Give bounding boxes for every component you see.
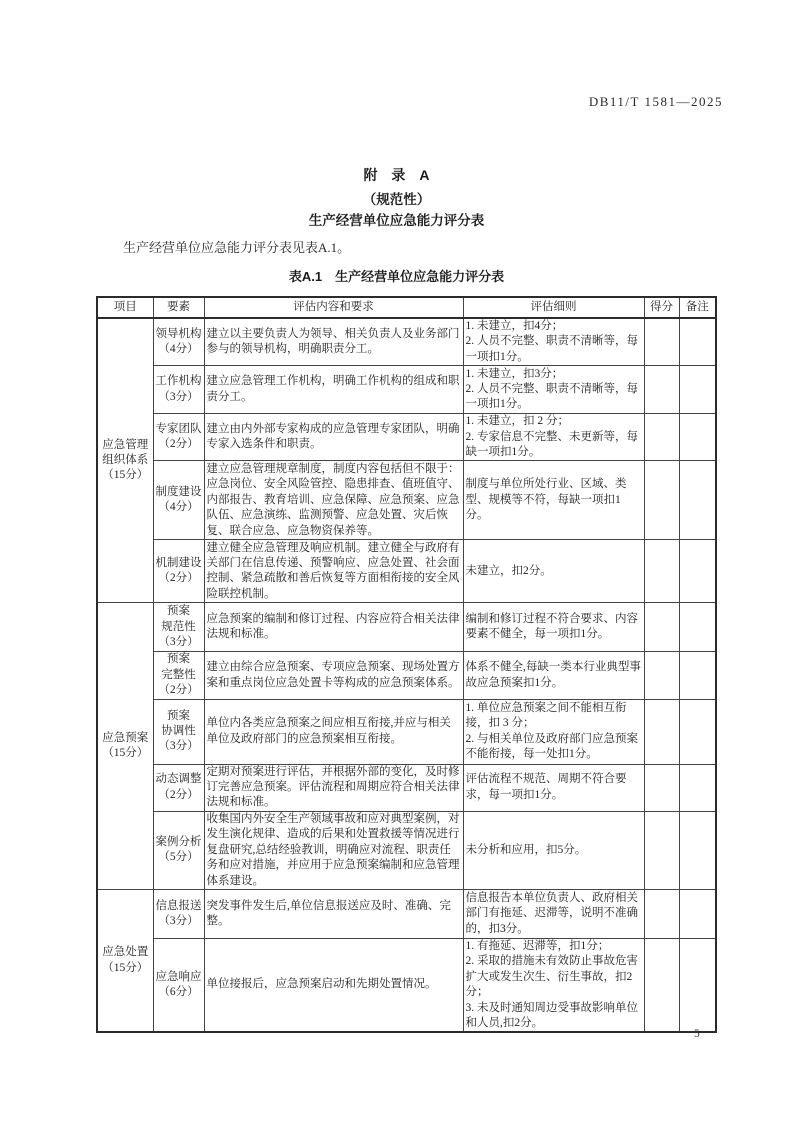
evaluation-content-cell: 单位接报后，应急预案启动和先期处置情况。	[204, 938, 463, 1032]
criteria-item: 编制和修订过程不符合要求、内容要素不健全，每一项扣1分。	[465, 613, 638, 641]
evaluation-criteria-cell	[463, 461, 644, 540]
score-cell	[644, 699, 679, 764]
element-cell	[153, 414, 204, 461]
appendix-subtitle: 生产经营单位应急能力评分表	[308, 213, 485, 228]
project-label-line: 组织体系	[102, 454, 149, 467]
remark-cell	[679, 652, 716, 699]
evaluation-content-cell: 建立应急管理规章制度，制度内容包括但不限于：应急岗位、安全风险管控、隐患排查、值班值守、内部报告、教育培训、应急保障、应急预案、应急队伍、应急演练、监测预警、应急处置、灾后恢复、联合应急、应急物资保养等。	[204, 461, 463, 540]
score-cell	[644, 540, 679, 603]
remark-cell	[679, 699, 716, 764]
remark-cell	[679, 461, 716, 540]
criteria-item: 1. 有拖延、迟滞等，扣1分；	[465, 939, 610, 952]
element-label-line: 应急响应	[155, 970, 202, 983]
project-cell	[97, 318, 153, 603]
normative-label: （规范性）	[362, 192, 431, 207]
remark-cell	[679, 540, 716, 603]
score-cell	[644, 938, 679, 1032]
evaluation-content-cell: 建立以主要负责人为领导、相关负责人及业务部门参与的领导机构，明确职责分工。	[204, 318, 463, 366]
criteria-item: 未建立，扣2分。	[465, 564, 552, 577]
evaluation-content-cell: 建立健全应急管理及响应机制。建立健全与政府有关部门在信息传递、预警响应、应急处置、社会面控制、紧急疏散和善后恢复等方面相衔接的安全风险联控机制。	[204, 540, 463, 603]
evaluation-criteria-cell	[463, 699, 644, 764]
remark-cell	[679, 811, 716, 889]
project-cell	[97, 603, 153, 889]
evaluation-criteria-cell	[463, 811, 644, 889]
criteria-item: 2. 专家信息不完整、未更新等，每缺一项扣1分。	[465, 430, 638, 459]
table-row	[97, 889, 716, 938]
criteria-item: 2. 人员不完整、职责不清晰等，每一项扣1分。	[465, 335, 638, 363]
element-label-line: 领导机构	[155, 327, 202, 340]
evaluation-content-cell: 建立由综合应急预案、专项应急预案、现场处置方案和重点岗位应急处置卡等构成的应急预案体系。	[204, 652, 463, 699]
remark-cell	[679, 889, 716, 938]
table-caption: 表A.1 生产经营单位应急能力评分表	[288, 269, 505, 284]
element-label-line: 机制建设	[155, 557, 202, 570]
evaluation-criteria-cell	[463, 540, 644, 603]
element-cell	[153, 699, 204, 764]
project-label-line: 应急处置	[102, 946, 149, 959]
element-label-line: （2分）	[158, 788, 199, 801]
table-row	[97, 699, 716, 764]
intro-paragraph: 生产经营单位应急能力评分表见表A.1。	[123, 240, 351, 255]
project-label-line: （15分）	[102, 961, 149, 974]
element-cell	[153, 461, 204, 540]
project-cell	[97, 889, 153, 1032]
element-cell	[153, 889, 204, 938]
element-label-line: 信息报送	[155, 899, 202, 912]
element-label-line: （2分）	[158, 438, 199, 451]
element-cell	[153, 938, 204, 1032]
project-label-line: 应急管理	[102, 438, 149, 451]
element-cell	[153, 540, 204, 603]
criteria-item: 信息报告本单位负责人、政府相关部门有拖延、迟滞等，说明不准确的，扣3分。	[465, 891, 638, 935]
evaluation-content-cell: 收集国内外安全生产领域事故和应对典型案例，对发生演化规律、造成的后果和处置救援等情况进行复盘研究,总结经验教训，明确应对流程、职责任务和应对措施，并应用于应急预案编制和应急管理体系建设。	[204, 811, 463, 889]
column-header-element: 要素	[153, 297, 204, 318]
element-label-line: 制度建设	[155, 486, 202, 499]
project-label-line: （15分）	[102, 747, 149, 760]
element-label-line: （2分）	[158, 572, 199, 585]
element-label-line: （2分）	[158, 684, 199, 697]
column-header-criteria: 评估细则	[463, 297, 644, 318]
project-label-line: 应急预案	[102, 731, 149, 744]
element-cell	[153, 652, 204, 699]
remark-cell	[679, 938, 716, 1032]
criteria-item: 1. 未建立，扣4分；	[465, 320, 564, 332]
table-row	[97, 938, 716, 1032]
table-row	[97, 461, 716, 540]
evaluation-criteria-cell	[463, 414, 644, 461]
score-cell	[644, 889, 679, 938]
score-cell	[644, 652, 679, 699]
evaluation-criteria-cell	[463, 764, 644, 811]
evaluation-criteria-cell	[463, 652, 644, 699]
criteria-item: 1. 单位应急预案之间不能相互衔接，扣 3 分；	[465, 701, 627, 730]
table-row	[97, 366, 716, 414]
element-label-line: 预案	[167, 653, 190, 666]
remark-cell	[679, 603, 716, 652]
criteria-item: 未分析和应用，扣5分。	[465, 843, 587, 856]
evaluation-content-cell: 建立由内外部专家构成的应急管理专家团队，明确专家入选条件和职责。	[204, 414, 463, 461]
criteria-item: 制度与单位所处行业、区域、类型、规模等不符，每缺一项扣1分。	[465, 478, 627, 522]
score-cell	[644, 461, 679, 540]
score-cell	[644, 764, 679, 811]
criteria-item: 2. 与相关单位及政府部门应急预案不能衔接，每一处扣1分。	[465, 732, 638, 761]
element-label-line: 协调性	[161, 724, 196, 737]
element-cell	[153, 318, 204, 366]
evaluation-criteria-cell	[463, 318, 644, 366]
standard-code: DB11/T 1581—2025	[588, 94, 723, 109]
criteria-item: 1. 未建立，扣3分；	[465, 367, 564, 380]
evaluation-content-cell: 单位内各类应急预案之间应相互衔接,并应与相关单位及政府部门的应急预案相互衔接。	[204, 699, 463, 764]
remark-cell	[679, 414, 716, 461]
score-cell	[644, 366, 679, 414]
element-label-line: （3分）	[158, 914, 199, 927]
score-cell	[644, 318, 679, 366]
criteria-item: 3. 未及时通知周边受事故影响单位和人员,扣2分。	[465, 1001, 638, 1029]
element-label-line: 动态调整	[155, 773, 202, 786]
remark-cell	[679, 366, 716, 414]
evaluation-criteria-cell	[463, 889, 644, 938]
column-header-remark: 备注	[679, 297, 716, 318]
criteria-item: 2. 人员不完整、职责不清晰等，每一项扣1分。	[465, 383, 638, 411]
element-cell	[153, 366, 204, 414]
table-row	[97, 652, 716, 699]
table-row	[97, 540, 716, 603]
table-row	[97, 811, 716, 889]
evaluation-content-cell: 建立应急管理工作机构，明确工作机构的组成和职责分工。	[204, 366, 463, 414]
element-label-line: （6分）	[158, 986, 199, 999]
element-cell	[153, 811, 204, 889]
element-label-line: 预案	[167, 709, 190, 722]
column-header-project: 项目	[97, 297, 153, 318]
page-number: 5	[694, 1028, 700, 1040]
score-cell	[644, 603, 679, 652]
evaluation-criteria-cell	[463, 366, 644, 414]
column-header-content: 评估内容和要求	[204, 297, 463, 318]
element-label-line: 预案	[167, 605, 190, 618]
criteria-item: 2. 采取的措施未有效防止事故危害扩大或发生次生、衍生事故，扣2分；	[465, 955, 638, 999]
element-label-line: 专家团队	[155, 422, 202, 435]
remark-cell	[679, 764, 716, 811]
element-cell	[153, 603, 204, 652]
score-cell	[644, 414, 679, 461]
column-header-score: 得分	[644, 297, 679, 318]
evaluation-content-cell: 定期对预案进行评估，并根据外部的变化，及时修订完善应急预案。评估流程和周期应符合相关法律法规和标准。	[204, 764, 463, 811]
element-label-line: 工作机构	[155, 375, 202, 388]
score-cell	[644, 811, 679, 889]
remark-cell	[679, 318, 716, 366]
table-row	[97, 318, 716, 366]
element-cell	[153, 764, 204, 811]
evaluation-content-cell: 突发事件发生后,单位信息报送应及时、准确、完整。	[204, 889, 463, 938]
element-label-line: 完整性	[161, 668, 196, 681]
element-label-line: （3分）	[158, 390, 199, 403]
table-row	[97, 414, 716, 461]
project-label-line: （15分）	[102, 469, 149, 482]
element-label-line: （4分）	[158, 343, 199, 356]
criteria-item: 1. 未建立，扣 2 分；	[465, 415, 569, 428]
table-row	[97, 603, 716, 652]
evaluation-criteria-cell	[463, 938, 644, 1032]
element-label-line: （5分）	[158, 851, 199, 864]
evaluation-content-cell: 应急预案的编制和修订过程、内容应符合相关法律法规和标准。	[204, 603, 463, 652]
element-label-line: 规范性	[161, 620, 196, 633]
score-table	[96, 296, 717, 1033]
element-label-line: （3分）	[158, 636, 199, 649]
appendix-title: 附 录 A	[363, 167, 430, 183]
evaluation-criteria-cell	[463, 603, 644, 652]
table-row	[97, 764, 716, 811]
criteria-item: 体系不健全,每缺一类本行业典型事故应急预案扣1分。	[465, 661, 641, 689]
element-label-line: （3分）	[158, 740, 199, 753]
criteria-item: 评估流程不规范、周期不符合要求，每一项扣1分。	[465, 773, 627, 801]
table-header-row	[97, 297, 716, 318]
element-label-line: （4分）	[158, 501, 199, 514]
element-label-line: 案例分析	[155, 835, 202, 848]
